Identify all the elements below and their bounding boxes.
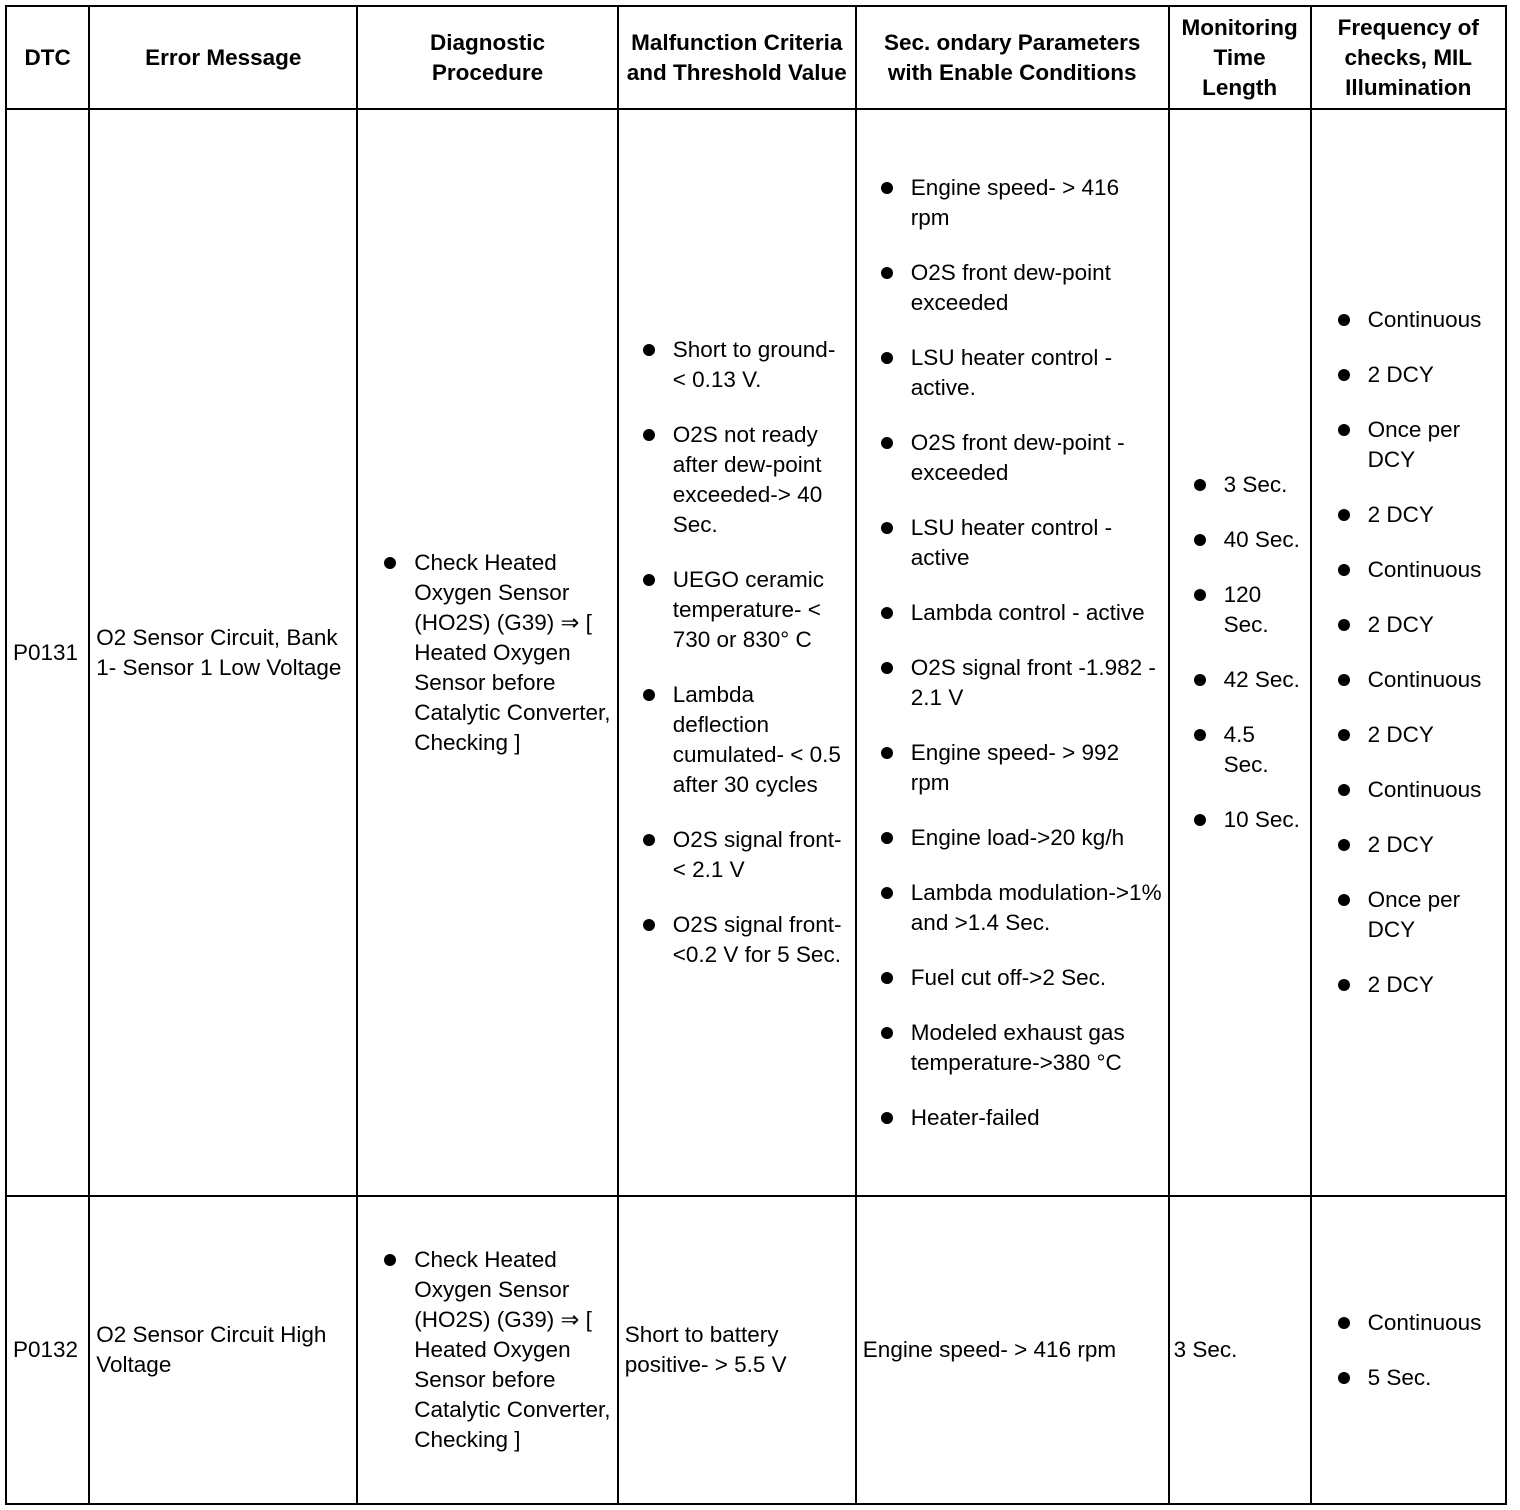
frequency-item: Once per DCY [1318, 885, 1499, 945]
malfunction-criterion: UEGO ceramic temperature- < 730 or 830° C [625, 565, 849, 655]
frequency-item: Continuous [1318, 1308, 1499, 1338]
enable-condition: Engine load->20 kg/h [863, 823, 1162, 853]
enable-condition: Lambda control - active [863, 598, 1162, 628]
header-diagnostic-procedure: Diagnostic Procedure [357, 6, 617, 109]
table-row [6, 109, 1506, 1196]
frequency-item: Continuous [1318, 775, 1499, 805]
row-malfunction-criteria: Short to battery positive- > 5.5 V [618, 1196, 856, 1504]
monitoring-time-item: 42 Sec. [1176, 665, 1304, 695]
diagnostic-step: Check Heated Oxygen Sensor (HO2S) (G39) ⇒ [ Heated Oxygen Sensor before Catalytic Converter, Checking ] [364, 548, 610, 758]
malfunction-criterion: O2S signal front- < 2.1 V [625, 825, 849, 885]
frequency-item: 2 DCY [1318, 970, 1499, 1000]
malfunction-criterion: Lambda deflection cumulated- < 0.5 after 30 cycles [625, 680, 849, 800]
monitoring-time-item: 3 Sec. [1176, 470, 1304, 500]
header-frequency: Frequency of checks, MIL Illumination [1311, 6, 1506, 109]
header-secondary-parameters: Sec. ondary Parameters with Enable Conditions [856, 6, 1169, 109]
row-monitoring-time [1169, 109, 1311, 1196]
frequency-item: 2 DCY [1318, 500, 1499, 530]
enable-condition: Heater-failed [863, 1103, 1162, 1133]
monitoring-time-item: 120 Sec. [1176, 580, 1304, 640]
enable-condition: Lambda modulation->1% and >1.4 Sec. [863, 878, 1162, 938]
row-error-message: O2 Sensor Circuit, Bank 1- Sensor 1 Low Voltage [89, 109, 357, 1196]
diagnostic-step: Check Heated Oxygen Sensor (HO2S) (G39) ⇒ [ Heated Oxygen Sensor before Catalytic Converter, Checking ] [364, 1245, 610, 1455]
enable-condition: Modeled exhaust gas temperature->380 °C [863, 1018, 1162, 1078]
frequency-item: Once per DCY [1318, 415, 1499, 475]
frequency-item: Continuous [1318, 665, 1499, 695]
enable-condition: LSU heater control - active [863, 513, 1162, 573]
row-dtc-code: P0131 [6, 109, 89, 1196]
header-monitoring-time: Monitoring Time Length [1169, 6, 1311, 109]
frequency-item: 5 Sec. [1318, 1363, 1499, 1393]
frequency-item: Continuous [1318, 555, 1499, 585]
enable-condition: Engine speed- > 416 rpm [863, 173, 1162, 233]
header-malfunction-criteria: Malfunction Criteria and Threshold Value [618, 6, 856, 109]
monitoring-time-item: 4.5 Sec. [1176, 720, 1304, 780]
row-malfunction-criteria [618, 109, 856, 1196]
frequency-item: 2 DCY [1318, 720, 1499, 750]
table-row [6, 1196, 1506, 1504]
row-monitoring-time: 3 Sec. [1169, 1196, 1311, 1504]
enable-condition: O2S front dew-point - exceeded [863, 428, 1162, 488]
frequency-item: 2 DCY [1318, 360, 1499, 390]
row-error-message: O2 Sensor Circuit High Voltage [89, 1196, 357, 1504]
enable-condition: O2S front dew-point exceeded [863, 258, 1162, 318]
frequency-item: Continuous [1318, 305, 1499, 335]
frequency-item: 2 DCY [1318, 830, 1499, 860]
enable-condition: O2S signal front -1.982 - 2.1 V [863, 653, 1162, 713]
row-diagnostic-procedure [357, 109, 617, 1196]
frequency-item: 2 DCY [1318, 610, 1499, 640]
row-dtc-code: P0132 [6, 1196, 89, 1504]
row-frequency [1311, 109, 1506, 1196]
enable-condition: Engine speed- > 992 rpm [863, 738, 1162, 798]
malfunction-criterion: Short to ground- < 0.13 V. [625, 335, 849, 395]
enable-condition: Fuel cut off->2 Sec. [863, 963, 1162, 993]
enable-condition: LSU heater control - active. [863, 343, 1162, 403]
row-secondary-parameters: Engine speed- > 416 rpm [856, 1196, 1169, 1504]
row-secondary-parameters [856, 109, 1169, 1196]
malfunction-criterion: O2S signal front-<0.2 V for 5 Sec. [625, 910, 849, 970]
monitoring-time-item: 10 Sec. [1176, 805, 1304, 835]
row-frequency [1311, 1196, 1506, 1504]
dtc-table [5, 5, 1507, 1505]
monitoring-time-item: 40 Sec. [1176, 525, 1304, 555]
malfunction-criterion: O2S not ready after dew-point exceeded-> 40 Sec. [625, 420, 849, 540]
header-error-message: Error Message [89, 6, 357, 109]
header-row [6, 6, 1506, 109]
header-dtc: DTC [6, 6, 89, 109]
row-diagnostic-procedure [357, 1196, 617, 1504]
